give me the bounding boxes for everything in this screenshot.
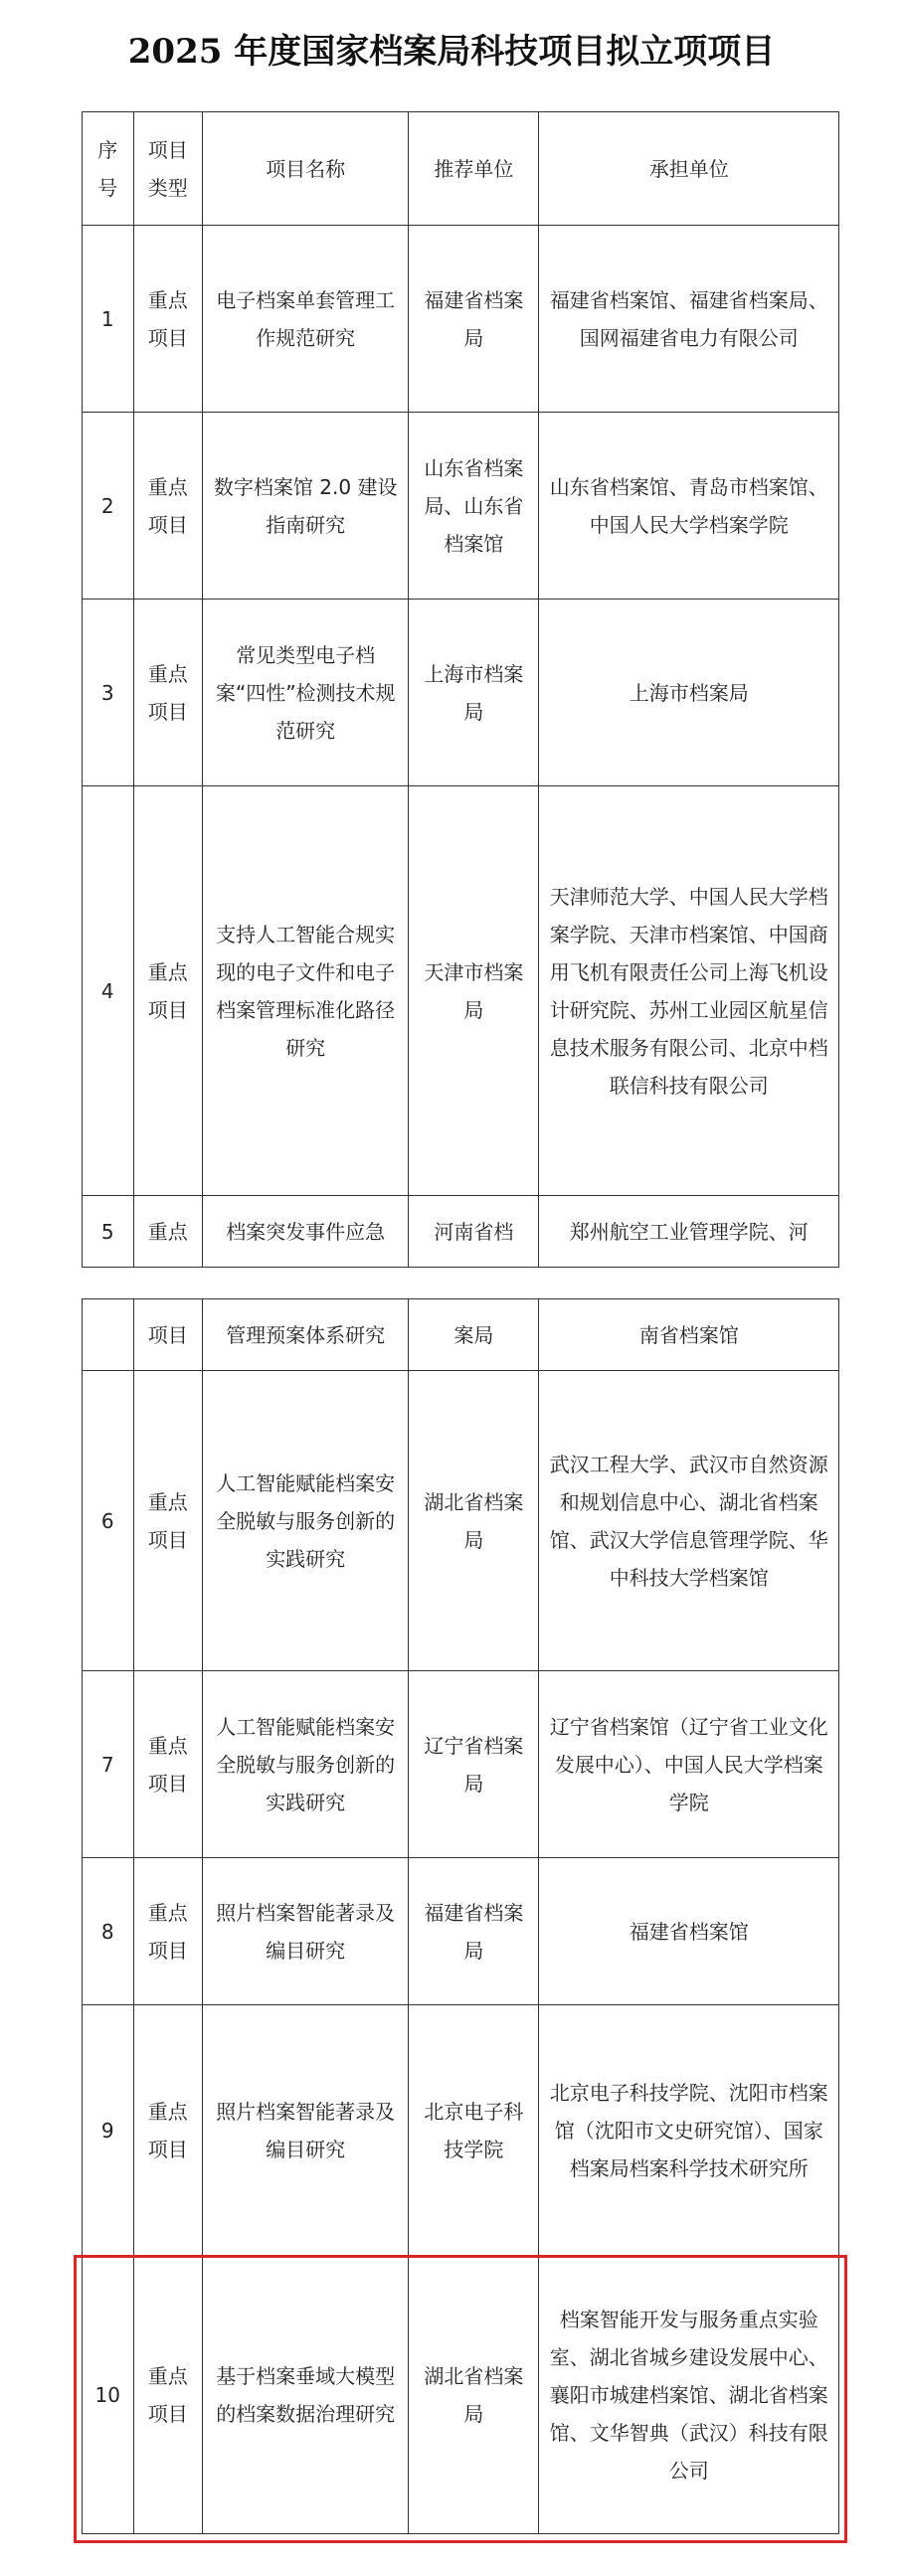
table-row	[83, 413, 839, 600]
table-row	[83, 2005, 839, 2256]
table-row	[83, 1858, 839, 2005]
cell-index: 5	[83, 1196, 134, 1268]
cell-type: 重点项目	[133, 1371, 202, 1671]
cell-name: 照片档案智能著录及编目研究	[203, 1858, 409, 2005]
table-row	[83, 600, 839, 786]
cell-undertaker: 档案智能开发与服务重点实验室、湖北省城乡建设发展中心、襄阳市城建档案馆、湖北省档案馆、文华智典（武汉）科技有限公司	[539, 2256, 839, 2534]
cell-type: 重点项目	[133, 413, 202, 600]
cell-undertaker: 天津师范大学、中国人民大学档案学院、天津市档案馆、中国商用飞机有限责任公司上海飞机设计研究院、苏州工业园区航星信息技术服务有限公司、北京中档联信科技有限公司	[539, 786, 839, 1196]
cell-name: 常见类型电子档案“四性”检测技术规范研究	[203, 600, 409, 786]
page-title: 2025 年度国家档案局科技项目拟立项项目	[127, 32, 776, 72]
cell-type: 重点项目	[133, 226, 202, 413]
cell-undertaker: 南省档案馆	[539, 1299, 839, 1371]
cell-index: 10	[83, 2256, 134, 2534]
cell-index-empty	[83, 1299, 134, 1371]
cell-undertaker: 武汉工程大学、武汉市自然资源和规划信息中心、湖北省档案馆、武汉大学信息管理学院、华中科技大学档案馆	[539, 1371, 839, 1671]
cell-type: 重点项目	[133, 786, 202, 1196]
cell-recommender: 上海市档案局	[409, 600, 539, 786]
cell-index: 8	[83, 1858, 134, 2005]
cell-index: 4	[83, 786, 134, 1196]
cell-undertaker: 福建省档案馆、福建省档案局、国网福建省电力有限公司	[539, 226, 839, 413]
table-row	[83, 226, 839, 413]
cell-type: 重点项目	[133, 600, 202, 786]
header-recommender: 推荐单位	[409, 112, 539, 226]
header-type: 项目类型	[133, 112, 202, 226]
cell-type: 重点项目	[133, 2005, 202, 2256]
cell-index: 9	[83, 2005, 134, 2256]
cell-recommender: 湖北省档案局	[409, 1371, 539, 1671]
cell-recommender: 湖北省档案局	[409, 2256, 539, 2534]
cell-index: 3	[83, 600, 134, 786]
cell-name: 电子档案单套管理工作规范研究	[203, 226, 409, 413]
cell-name: 人工智能赋能档案安全脱敏与服务创新的实践研究	[203, 1371, 409, 1671]
cell-recommender: 山东省档案局、山东省档案馆	[409, 413, 539, 600]
cell-type: 重点	[133, 1196, 202, 1268]
table-row	[83, 1299, 839, 1371]
cell-index: 2	[83, 413, 134, 600]
cell-recommender: 河南省档	[409, 1196, 539, 1268]
cell-undertaker: 上海市档案局	[539, 600, 839, 786]
cell-name: 基于档案垂域大模型的档案数据治理研究	[203, 2256, 409, 2534]
cell-recommender: 北京电子科技学院	[409, 2005, 539, 2256]
cell-type: 重点项目	[133, 1858, 202, 2005]
cell-index: 6	[83, 1371, 134, 1671]
header-index: 序号	[83, 112, 134, 226]
cell-type: 重点项目	[133, 1671, 202, 1858]
cell-recommender: 案局	[409, 1299, 539, 1371]
highlight-box	[74, 2255, 847, 2543]
cell-name: 档案突发事件应急	[203, 1196, 409, 1268]
cell-name: 人工智能赋能档案安全脱敏与服务创新的实践研究	[203, 1671, 409, 1858]
cell-undertaker: 福建省档案馆	[539, 1858, 839, 2005]
cell-recommender: 天津市档案局	[409, 786, 539, 1196]
cell-type: 重点项目	[133, 2256, 202, 2534]
cell-index: 1	[83, 226, 134, 413]
table-row	[83, 1196, 839, 1268]
cell-undertaker: 辽宁省档案馆（辽宁省工业文化发展中心）、中国人民大学档案学院	[539, 1671, 839, 1858]
cell-undertaker: 北京电子科技学院、沈阳市档案馆（沈阳市文史研究馆）、国家档案局档案科学技术研究所	[539, 2005, 839, 2256]
cell-undertaker: 山东省档案馆、青岛市档案馆、中国人民大学档案学院	[539, 413, 839, 600]
projects-table-part1	[82, 111, 839, 1268]
cell-type: 项目	[133, 1299, 202, 1371]
cell-recommender: 福建省档案局	[409, 1858, 539, 2005]
cell-recommender: 福建省档案局	[409, 226, 539, 413]
table-row	[83, 1371, 839, 1671]
cell-name: 数字档案馆 2.0 建设指南研究	[203, 413, 409, 600]
table-row	[83, 1671, 839, 1858]
header-name: 项目名称	[203, 112, 409, 226]
table-row	[83, 786, 839, 1196]
cell-recommender: 辽宁省档案局	[409, 1671, 539, 1858]
cell-undertaker: 郑州航空工业管理学院、河	[539, 1196, 839, 1268]
cell-name: 管理预案体系研究	[203, 1299, 409, 1371]
header-undertaker: 承担单位	[539, 112, 839, 226]
cell-name: 支持人工智能合规实现的电子文件和电子档案管理标准化路径研究	[203, 786, 409, 1196]
cell-index: 7	[83, 1671, 134, 1858]
cell-name: 照片档案智能著录及编目研究	[203, 2005, 409, 2256]
table-header-row	[83, 112, 839, 226]
